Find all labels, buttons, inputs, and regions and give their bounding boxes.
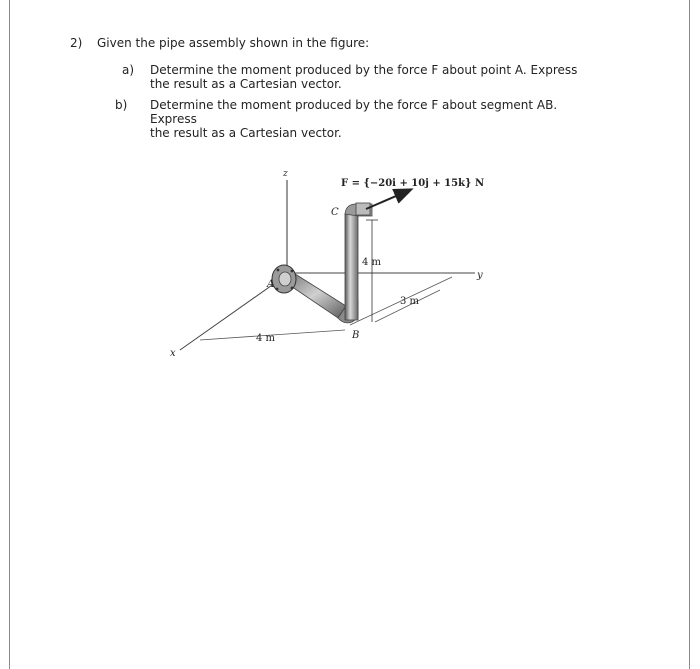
dimension-x-label: 4 m bbox=[256, 333, 276, 344]
flange-bolt bbox=[277, 269, 280, 272]
x-axis-label: x bbox=[170, 348, 176, 359]
flange-bolt bbox=[276, 288, 279, 291]
point-c-label: C bbox=[331, 207, 339, 218]
question-number: 2) bbox=[70, 36, 83, 50]
part-a-line1: Determine the moment produced by the force F about point A. Express bbox=[150, 63, 578, 77]
question-intro: Given the pipe assembly shown in the figure: bbox=[97, 36, 370, 50]
pipe-segment-vertical bbox=[345, 214, 358, 320]
dimension-vertical-label: 4 m bbox=[362, 257, 382, 268]
force-label: F = {−20i + 10j + 15k} N bbox=[341, 178, 485, 189]
z-axis-label: z bbox=[283, 169, 288, 179]
support-flange-hub bbox=[279, 272, 291, 286]
point-a-label: A bbox=[267, 279, 275, 290]
part-b-label: b) bbox=[115, 98, 128, 112]
flange-bolt bbox=[291, 287, 294, 290]
flange-bolt bbox=[291, 270, 294, 273]
y-axis-label: y bbox=[477, 270, 483, 281]
part-a-line2: the result as a Cartesian vector. bbox=[150, 77, 342, 91]
part-b-line1: Determine the moment produced by the force F about segment AB. Express bbox=[150, 98, 558, 126]
part-b-line2: the result as a Cartesian vector. bbox=[150, 126, 342, 140]
force-vector-arrow bbox=[366, 190, 410, 209]
dimension-y-label: 3 m bbox=[400, 296, 420, 307]
point-b-label: B bbox=[352, 330, 360, 341]
part-a-label: a) bbox=[122, 63, 135, 77]
